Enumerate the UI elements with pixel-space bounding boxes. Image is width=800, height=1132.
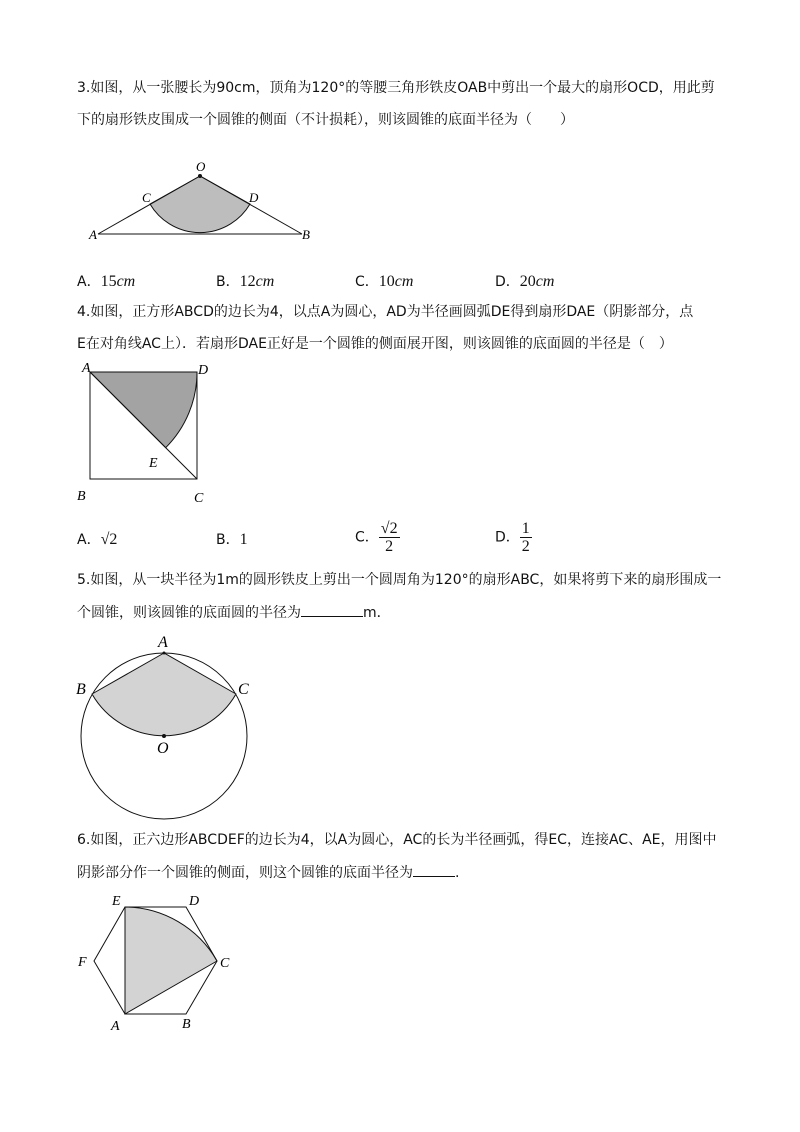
q3-label-a: A xyxy=(89,227,97,242)
q3-label-d: D xyxy=(249,190,259,205)
q6-figure xyxy=(70,890,250,1040)
q4-option-c-fraction: $\frac{√2}{2}$ xyxy=(380,520,398,555)
q3-option-a[interactable]: A．15cm xyxy=(77,273,136,290)
q3-text-line1: 3.如图，从一张腰长为90cm，顶角为120°的等腰三角形铁皮OAB中剪出一个最大的扇形OCD，用此剪 xyxy=(77,80,715,96)
q4-option-a[interactable]: A．√2 xyxy=(77,531,118,548)
q4-label-b: B xyxy=(77,489,86,504)
q5-label-o: O xyxy=(157,740,169,757)
q5-figure xyxy=(70,630,270,820)
q5-point-a xyxy=(163,652,166,655)
q6-label-f: F xyxy=(78,955,87,970)
q4-label-d: D xyxy=(198,363,209,378)
q4-sector-dae xyxy=(90,372,197,448)
q6-label-e: E xyxy=(112,894,121,909)
q6-sector-eac xyxy=(125,907,217,1014)
q4-label-e: E xyxy=(149,456,158,471)
q6-text-line1: 6.如图，正六边形ABCDEF的边长为4，以A为圆心，AC的长为半径画弧，得EC，连接AC、AE，用图中 xyxy=(77,832,717,848)
q3-option-b[interactable]: B．12cm xyxy=(216,273,275,290)
q6-text-line2: 阴影部分作一个圆锥的侧面，则这个圆锥的底面半径为 . xyxy=(77,862,459,883)
q4-text-line2: E在对角线AC上）．若扇形DAE正好是一个圆锥的侧面展开图，则该圆锥的底面圆的半径是（ ） xyxy=(77,336,673,352)
q5-label-c: C xyxy=(238,681,249,698)
q3-option-d[interactable]: D．20cm xyxy=(495,273,555,290)
q4-text-line1: 4.如图，正方形ABCD的边长为4，以点A为圆心，AD为半径画圆弧DE得到扇形DAE（阴影部分，点 xyxy=(77,304,694,320)
q5-label-a: A xyxy=(158,634,168,651)
q5-point-o xyxy=(162,734,166,738)
q5-text-line2: 个圆锥，则该圆锥的底面圆的半径为 m． xyxy=(77,602,391,623)
q3-sector-ocd xyxy=(150,176,250,233)
q6-label-a: A xyxy=(111,1019,120,1034)
q4-option-c[interactable]: C． $\frac{√2}{2}$ xyxy=(355,520,398,555)
q6-label-d: D xyxy=(189,894,200,909)
q3-label-b: B xyxy=(302,227,310,242)
q3-point-o xyxy=(198,174,202,178)
q3-option-c[interactable]: C．10cm xyxy=(355,273,414,290)
q3-label-c: C xyxy=(142,190,151,205)
q3-text-line2: 下的扇形铁皮围成一个圆锥的侧面（不计损耗），则该圆锥的底面半径为（ ） xyxy=(77,112,574,128)
q5-label-b: B xyxy=(76,681,86,698)
q4-label-c: C xyxy=(194,491,204,506)
q4-figure xyxy=(75,360,225,510)
q5-sector-abc xyxy=(92,653,236,736)
q6-label-c: C xyxy=(220,956,230,971)
q4-option-b[interactable]: B．1 xyxy=(216,531,248,548)
q6-label-b: B xyxy=(182,1017,191,1032)
q3-label-o: O xyxy=(196,159,206,174)
q6-answer-blank[interactable] xyxy=(413,862,455,877)
q5-answer-blank[interactable] xyxy=(301,602,363,617)
q3-figure xyxy=(80,155,320,245)
q5-text-line1: 5.如图，从一块半径为1m的圆形铁皮上剪出一个圆周角为120°的扇形ABC，如果将剪下来的扇形围成一 xyxy=(77,572,722,588)
q4-label-a: A xyxy=(82,361,91,376)
q4-option-d[interactable]: D． $\frac{1}{2}$ xyxy=(495,520,530,555)
q4-option-d-fraction: $\frac{1}{2}$ xyxy=(521,520,530,555)
